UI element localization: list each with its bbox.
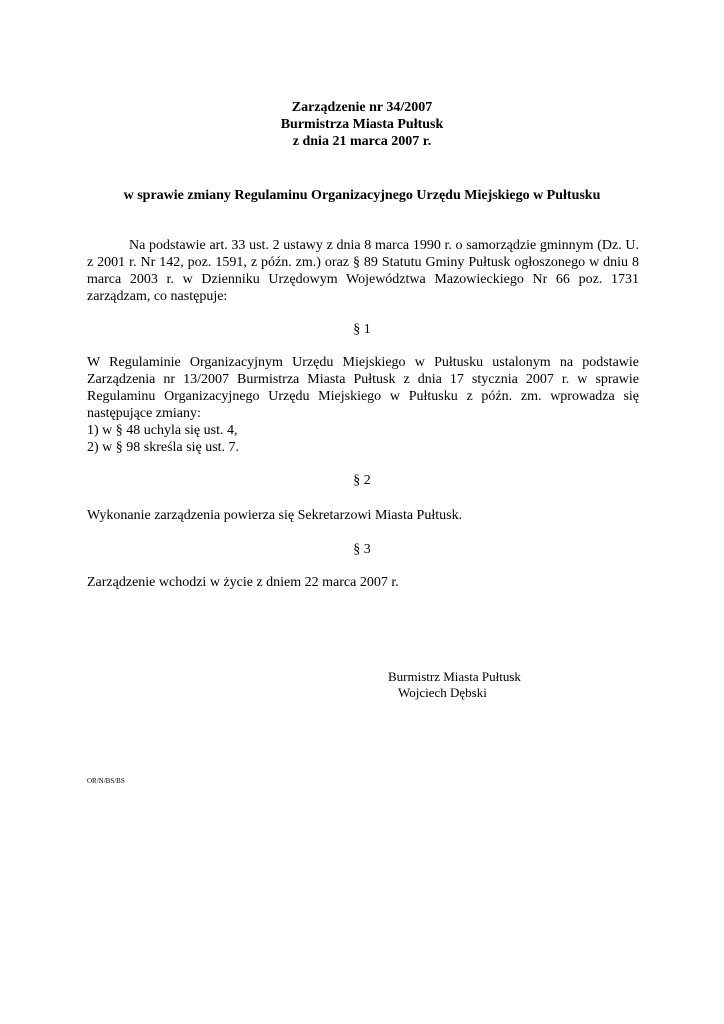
ordinance-date: z dnia 21 marca 2007 r. (292, 134, 432, 149)
signature-title: Burmistrz Miasta Pułtusk (388, 669, 521, 684)
section-mark-2: § 2 (353, 473, 371, 488)
ordinance-issuer: Burmistrza Miasta Pułtusk (280, 117, 444, 132)
ordinance-number: Zarządzenie nr 34/2007 (291, 100, 433, 115)
ordinance-subject: w sprawie zmiany Regulaminu Organizacyjnego Urzędu Miejskiego w Pułtusku (123, 188, 601, 203)
section-1-text: W Regulaminie Organizacyjnym Urzędu Miejskiego w Pułtusku ustalonym na podstawie Zarządzenia nr 13/2007 Burmistrza Miasta Pułtusk z dnia 17 stycznia 2007 r. w sprawie Regulaminu Organizacyjnego Urzędu Miejskiego w Pułtusku z późn. zm. wprowadza się następujące zmiany: (87, 355, 639, 421)
preamble-paragraph: Na podstawie art. 33 ust. 2 ustawy z dnia 8 marca 1990 r. o samorządzie gminnym (Dz. U. z 2001 r. Nr 142, poz. 1591, z późn. zm.) oraz § 89 Statutu Gminy Pułtusk ogłoszonego w dniu 8 marca 2003 r. w Dzienniku Urzędowym Województwa Mazowieckiego Nr 66 poz. 1731 zarządzam, co następuje: (87, 238, 639, 304)
signature-block (388, 669, 521, 701)
section-3-text: Zarządzenie wchodzi w życie z dniem 22 marca 2007 r. (87, 575, 399, 590)
section-1-item-2: 2) w § 98 skreśla się ust. 7. (87, 440, 240, 455)
section-1-body (87, 354, 639, 456)
document-header (0, 99, 724, 150)
reference-code: OR/N/BS/BS (87, 777, 125, 785)
section-mark-1: § 1 (353, 322, 371, 337)
section-1-item-1: 1) w § 48 uchyla się ust. 4, (87, 423, 238, 438)
signature-name: Wojciech Dębski (398, 685, 487, 700)
section-2-text: Wykonanie zarządzenia powierza się Sekretarzowi Miasta Pułtusk. (87, 508, 463, 523)
section-mark-3: § 3 (353, 542, 371, 557)
